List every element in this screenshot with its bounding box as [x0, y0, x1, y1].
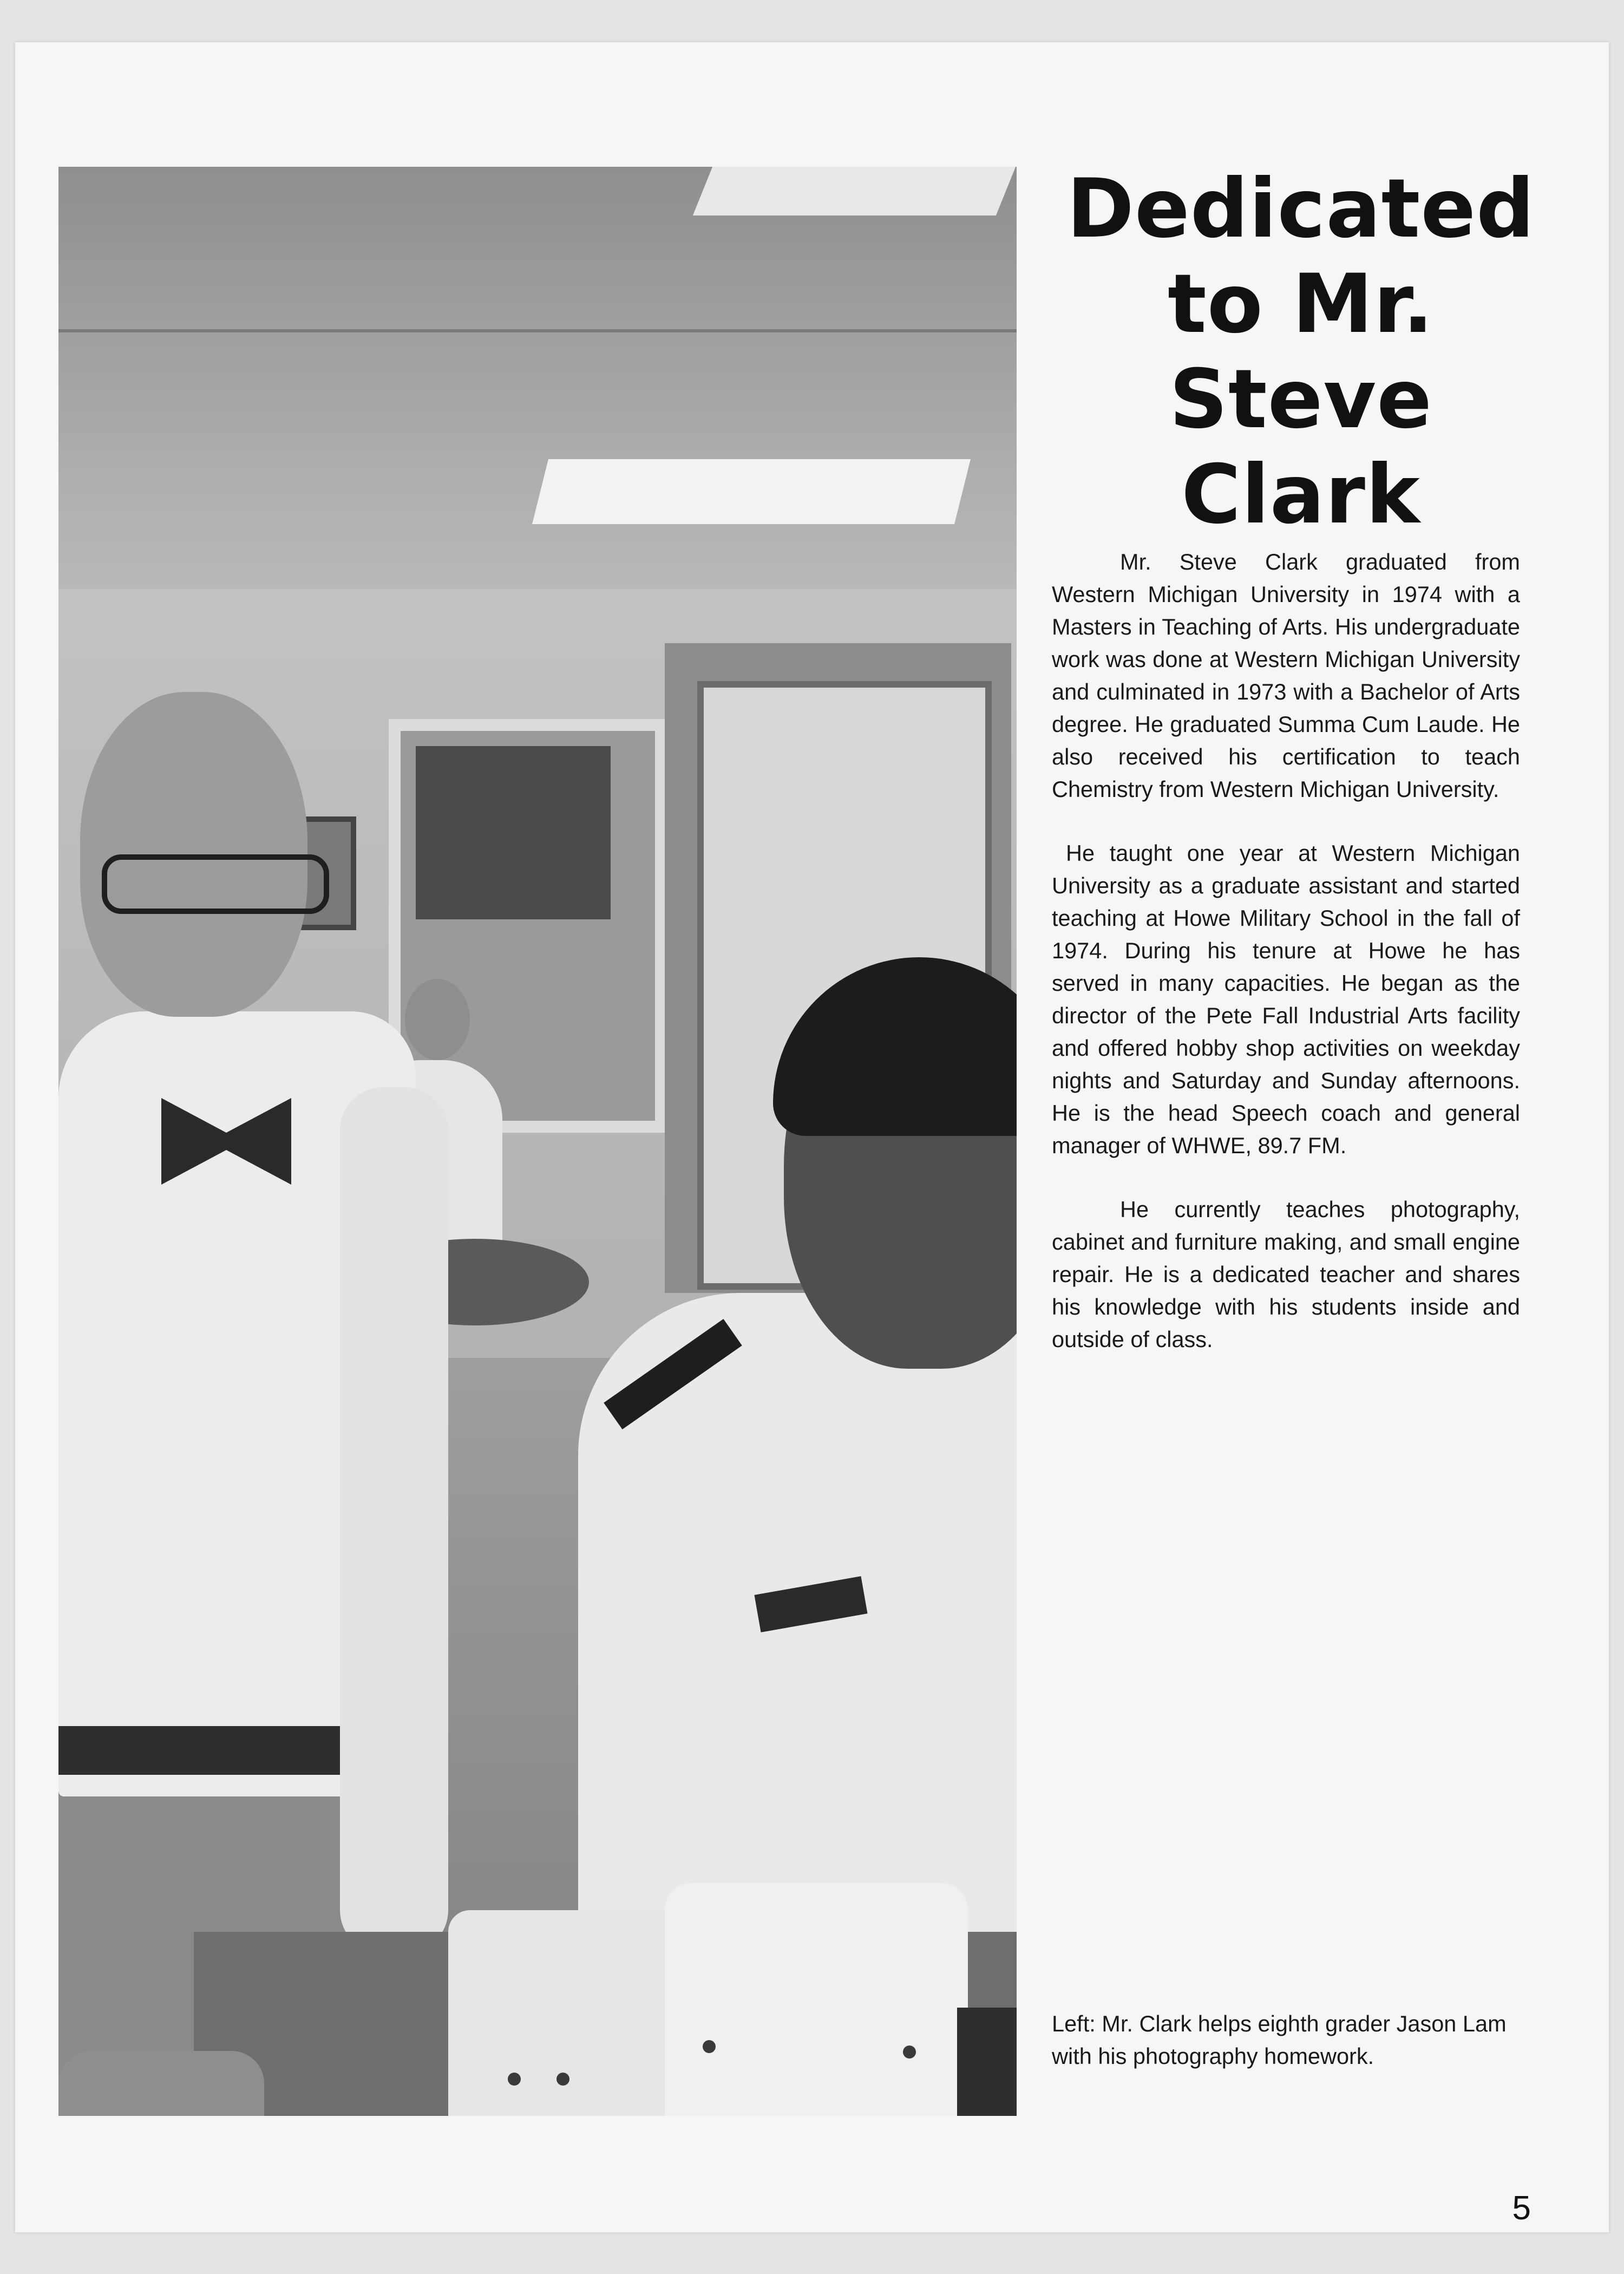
article-body: [1052, 546, 1520, 1387]
paragraph-1: Mr. Steve Clark graduated from Western Michigan University in 1974 with a Masters in Teaching of Arts. His undergraduate work was done at Western Michigan University and culminated in 1973 with a Bachelor of Arts degree. He graduated Summa Cum Laude. He also received his certification to teach Chemistry from Western Michigan University.: [1052, 549, 1520, 802]
photo-caption: Left: Mr. Clark helps eighth grader Jason Lam with his photography homework.: [1052, 2011, 1507, 2069]
page-number: 5: [1512, 2190, 1531, 2227]
glasses: [102, 854, 329, 914]
page-title: Dedicated to Mr. Steve Clark: [1066, 162, 1535, 542]
paragraph-2: He taught one year at Western Michigan University as a graduate assistant and started teaching at Howe Military School in the fall of 1974. During his tenure at Howe he has served in many capacities. He began as the director of the Pete Fall Industrial Arts facility and offered hobby shop activities on weekday nights and Saturday and Sunday afternoons. He is the head Speech coach and general manager of WHWE, 89.7 FM.: [1052, 840, 1520, 1158]
ceiling-light: [693, 167, 1016, 215]
photo-teacher-and-student: [58, 167, 1017, 2116]
printer: [665, 1883, 968, 2116]
ceiling-light: [532, 459, 971, 524]
keyboard: [957, 2008, 1017, 2116]
paragraph-3: He currently teaches photography, cabinet and furniture making, and small engine repair. He is a dedicated teacher and shares his knowledge with his students inside and outside of class.: [1052, 1197, 1520, 1352]
yearbook-page: [15, 42, 1609, 2232]
